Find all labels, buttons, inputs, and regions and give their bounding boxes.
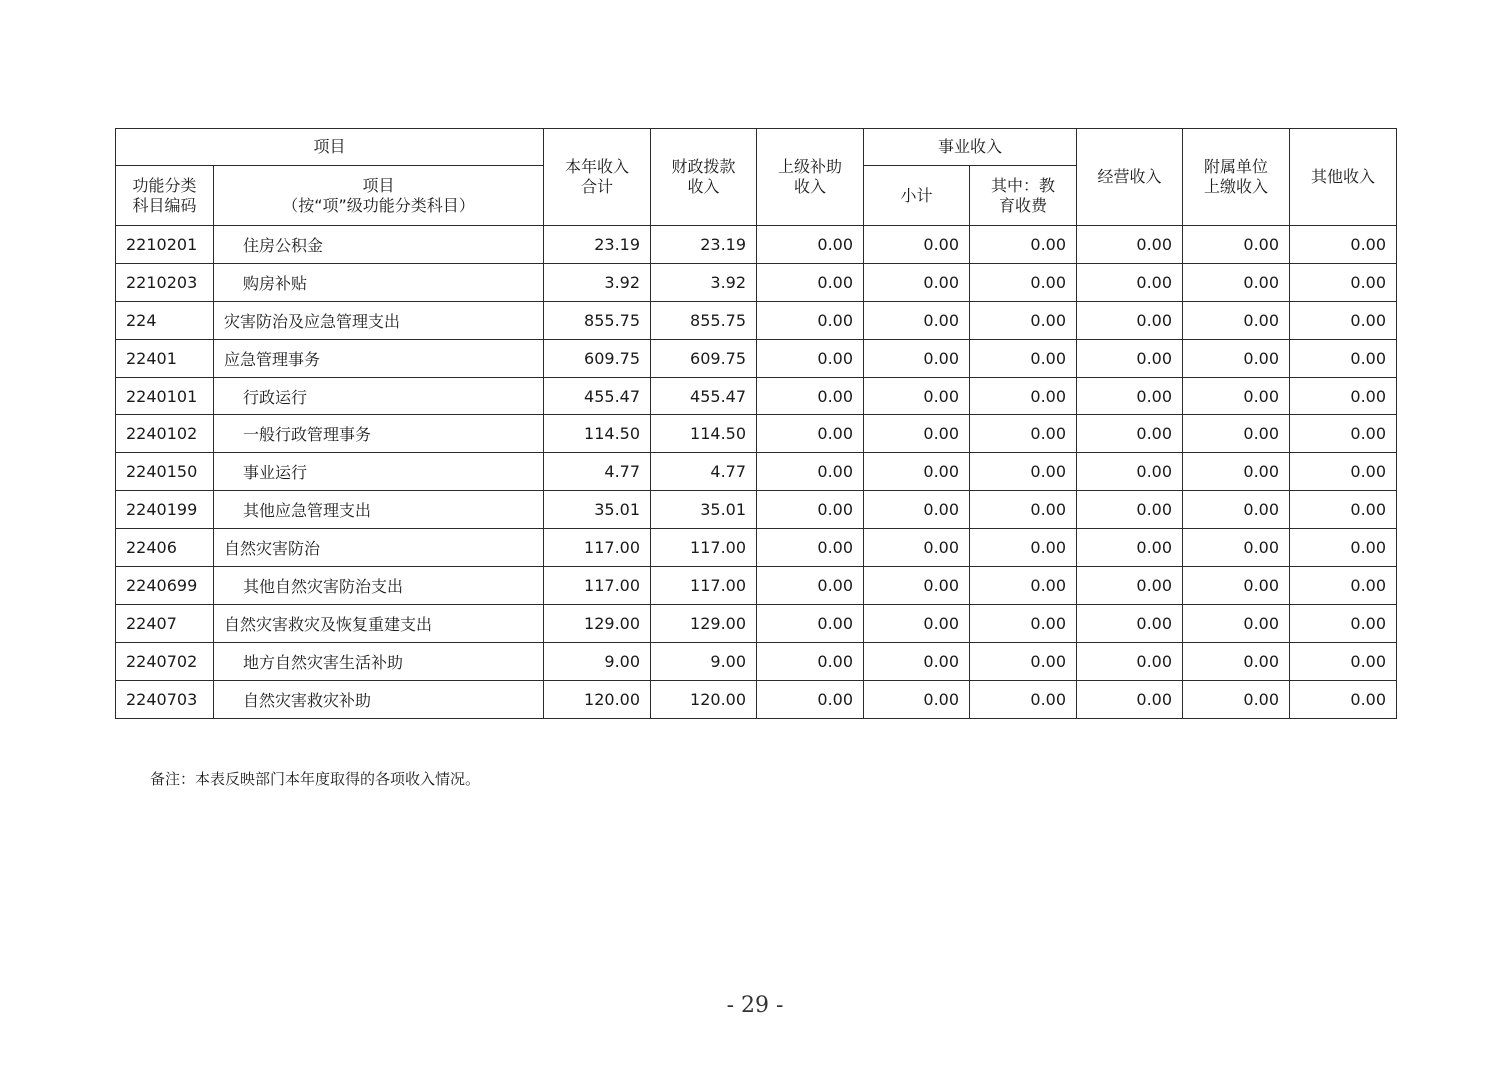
table-row (116, 529, 1397, 567)
cell-subtotal: 0.00 (864, 339, 970, 377)
cell-subtotal: 0.00 (864, 263, 970, 301)
cell-total-income: 117.00 (544, 567, 651, 605)
cell-code: 2240101 (116, 377, 214, 415)
header-total-income: 本年收入 合计 (544, 129, 651, 226)
cell-affiliated-payment: 0.00 (1183, 377, 1290, 415)
cell-superior-subsidy: 0.00 (757, 377, 864, 415)
cell-total-income: 120.00 (544, 680, 651, 718)
cell-education-fee: 0.00 (970, 567, 1077, 605)
cell-code: 2240199 (116, 491, 214, 529)
cell-superior-subsidy: 0.00 (757, 529, 864, 567)
cell-subtotal: 0.00 (864, 226, 970, 264)
cell-education-fee: 0.00 (970, 680, 1077, 718)
cell-fiscal-appropriation: 609.75 (651, 339, 757, 377)
cell-affiliated-payment: 0.00 (1183, 604, 1290, 642)
cell-subtotal: 0.00 (864, 301, 970, 339)
cell-code: 22407 (116, 604, 214, 642)
cell-item-name: 自然灾害救灾补助 (214, 680, 544, 718)
cell-operating-income: 0.00 (1077, 415, 1183, 453)
cell-education-fee: 0.00 (970, 263, 1077, 301)
cell-total-income: 129.00 (544, 604, 651, 642)
cell-item-name: 行政运行 (214, 377, 544, 415)
cell-education-fee: 0.00 (970, 453, 1077, 491)
income-table (115, 128, 1397, 719)
cell-subtotal: 0.00 (864, 453, 970, 491)
cell-subtotal: 0.00 (864, 680, 970, 718)
cell-code: 2240702 (116, 642, 214, 680)
cell-operating-income: 0.00 (1077, 453, 1183, 491)
cell-operating-income: 0.00 (1077, 301, 1183, 339)
cell-operating-income: 0.00 (1077, 642, 1183, 680)
cell-education-fee: 0.00 (970, 377, 1077, 415)
cell-subtotal: 0.00 (864, 377, 970, 415)
cell-total-income: 609.75 (544, 339, 651, 377)
cell-affiliated-payment: 0.00 (1183, 642, 1290, 680)
cell-affiliated-payment: 0.00 (1183, 339, 1290, 377)
cell-other-income: 0.00 (1290, 604, 1397, 642)
cell-fiscal-appropriation: 120.00 (651, 680, 757, 718)
cell-affiliated-payment: 0.00 (1183, 415, 1290, 453)
cell-affiliated-payment: 0.00 (1183, 491, 1290, 529)
cell-fiscal-appropriation: 114.50 (651, 415, 757, 453)
cell-education-fee: 0.00 (970, 529, 1077, 567)
cell-superior-subsidy: 0.00 (757, 453, 864, 491)
cell-item-name: 住房公积金 (214, 226, 544, 264)
header-other-income: 其他收入 (1290, 129, 1397, 226)
cell-fiscal-appropriation: 129.00 (651, 604, 757, 642)
cell-superior-subsidy: 0.00 (757, 415, 864, 453)
cell-other-income: 0.00 (1290, 226, 1397, 264)
cell-operating-income: 0.00 (1077, 226, 1183, 264)
cell-total-income: 9.00 (544, 642, 651, 680)
cell-education-fee: 0.00 (970, 226, 1077, 264)
cell-education-fee: 0.00 (970, 604, 1077, 642)
cell-code: 2210201 (116, 226, 214, 264)
cell-education-fee: 0.00 (970, 415, 1077, 453)
cell-operating-income: 0.00 (1077, 491, 1183, 529)
cell-other-income: 0.00 (1290, 339, 1397, 377)
cell-total-income: 35.01 (544, 491, 651, 529)
cell-fiscal-appropriation: 23.19 (651, 226, 757, 264)
cell-item-name: 其他应急管理支出 (214, 491, 544, 529)
cell-code: 2240703 (116, 680, 214, 718)
table-row (116, 226, 1397, 264)
cell-other-income: 0.00 (1290, 301, 1397, 339)
cell-fiscal-appropriation: 4.77 (651, 453, 757, 491)
cell-affiliated-payment: 0.00 (1183, 301, 1290, 339)
header-subtotal: 小计 (864, 166, 970, 226)
header-fiscal-appropriation: 财政拨款 收入 (651, 129, 757, 226)
cell-total-income: 117.00 (544, 529, 651, 567)
header-of-which-education: 其中：教 育收费 (970, 166, 1077, 226)
cell-item-name: 地方自然灾害生活补助 (214, 642, 544, 680)
cell-superior-subsidy: 0.00 (757, 339, 864, 377)
cell-total-income: 455.47 (544, 377, 651, 415)
cell-code: 22406 (116, 529, 214, 567)
cell-operating-income: 0.00 (1077, 604, 1183, 642)
cell-operating-income: 0.00 (1077, 263, 1183, 301)
cell-total-income: 855.75 (544, 301, 651, 339)
cell-item-name: 灾害防治及应急管理支出 (214, 301, 544, 339)
cell-code: 224 (116, 301, 214, 339)
table-row (116, 453, 1397, 491)
table-row (116, 491, 1397, 529)
cell-superior-subsidy: 0.00 (757, 604, 864, 642)
cell-other-income: 0.00 (1290, 415, 1397, 453)
cell-other-income: 0.00 (1290, 567, 1397, 605)
cell-fiscal-appropriation: 455.47 (651, 377, 757, 415)
cell-operating-income: 0.00 (1077, 567, 1183, 605)
cell-other-income: 0.00 (1290, 529, 1397, 567)
cell-item-name: 购房补贴 (214, 263, 544, 301)
cell-item-name: 自然灾害防治 (214, 529, 544, 567)
cell-item-name: 其他自然灾害防治支出 (214, 567, 544, 605)
cell-other-income: 0.00 (1290, 680, 1397, 718)
header-superior-subsidy: 上级补助 收入 (757, 129, 864, 226)
cell-other-income: 0.00 (1290, 642, 1397, 680)
table-body (116, 226, 1397, 719)
cell-total-income: 3.92 (544, 263, 651, 301)
cell-code: 2240102 (116, 415, 214, 453)
cell-total-income: 114.50 (544, 415, 651, 453)
cell-operating-income: 0.00 (1077, 377, 1183, 415)
cell-code: 2240699 (116, 567, 214, 605)
cell-total-income: 4.77 (544, 453, 651, 491)
page-number: - 29 - (726, 993, 784, 1018)
table-row (116, 377, 1397, 415)
cell-subtotal: 0.00 (864, 567, 970, 605)
cell-item-name: 事业运行 (214, 453, 544, 491)
header-operating-income: 经营收入 (1077, 129, 1183, 226)
cell-code: 22401 (116, 339, 214, 377)
cell-superior-subsidy: 0.00 (757, 680, 864, 718)
cell-fiscal-appropriation: 35.01 (651, 491, 757, 529)
table-row (116, 604, 1397, 642)
cell-item-name: 一般行政管理事务 (214, 415, 544, 453)
header-item-name: 项目 （按“项”级功能分类科目） (214, 166, 544, 226)
header-project-group: 项目 (116, 129, 544, 166)
table-row (116, 301, 1397, 339)
table-row (116, 567, 1397, 605)
cell-item-name: 自然灾害救灾及恢复重建支出 (214, 604, 544, 642)
cell-item-name: 应急管理事务 (214, 339, 544, 377)
cell-fiscal-appropriation: 3.92 (651, 263, 757, 301)
cell-subtotal: 0.00 (864, 415, 970, 453)
cell-other-income: 0.00 (1290, 263, 1397, 301)
cell-superior-subsidy: 0.00 (757, 226, 864, 264)
cell-affiliated-payment: 0.00 (1183, 529, 1290, 567)
cell-education-fee: 0.00 (970, 301, 1077, 339)
cell-other-income: 0.00 (1290, 491, 1397, 529)
table-row (116, 415, 1397, 453)
table-header (116, 129, 1397, 226)
header-business-income: 事业收入 (864, 129, 1077, 166)
table-row (116, 680, 1397, 718)
table-row (116, 263, 1397, 301)
cell-other-income: 0.00 (1290, 377, 1397, 415)
cell-code: 2210203 (116, 263, 214, 301)
cell-subtotal: 0.00 (864, 491, 970, 529)
cell-superior-subsidy: 0.00 (757, 491, 864, 529)
table-row (116, 642, 1397, 680)
cell-education-fee: 0.00 (970, 642, 1077, 680)
header-func-code: 功能分类 科目编码 (116, 166, 214, 226)
table-row (116, 339, 1397, 377)
cell-affiliated-payment: 0.00 (1183, 263, 1290, 301)
cell-operating-income: 0.00 (1077, 339, 1183, 377)
cell-fiscal-appropriation: 9.00 (651, 642, 757, 680)
cell-superior-subsidy: 0.00 (757, 301, 864, 339)
cell-affiliated-payment: 0.00 (1183, 680, 1290, 718)
cell-affiliated-payment: 0.00 (1183, 567, 1290, 605)
cell-operating-income: 0.00 (1077, 529, 1183, 567)
cell-code: 2240150 (116, 453, 214, 491)
cell-subtotal: 0.00 (864, 529, 970, 567)
cell-fiscal-appropriation: 117.00 (651, 567, 757, 605)
cell-other-income: 0.00 (1290, 453, 1397, 491)
cell-superior-subsidy: 0.00 (757, 263, 864, 301)
cell-fiscal-appropriation: 117.00 (651, 529, 757, 567)
footnote: 备注：本表反映部门本年度取得的各项收入情况。 (150, 770, 481, 788)
cell-education-fee: 0.00 (970, 339, 1077, 377)
cell-operating-income: 0.00 (1077, 680, 1183, 718)
cell-affiliated-payment: 0.00 (1183, 453, 1290, 491)
cell-superior-subsidy: 0.00 (757, 642, 864, 680)
header-affiliated-payment: 附属单位 上缴收入 (1183, 129, 1290, 226)
cell-affiliated-payment: 0.00 (1183, 226, 1290, 264)
cell-subtotal: 0.00 (864, 604, 970, 642)
cell-total-income: 23.19 (544, 226, 651, 264)
cell-superior-subsidy: 0.00 (757, 567, 864, 605)
cell-fiscal-appropriation: 855.75 (651, 301, 757, 339)
cell-subtotal: 0.00 (864, 642, 970, 680)
cell-education-fee: 0.00 (970, 491, 1077, 529)
